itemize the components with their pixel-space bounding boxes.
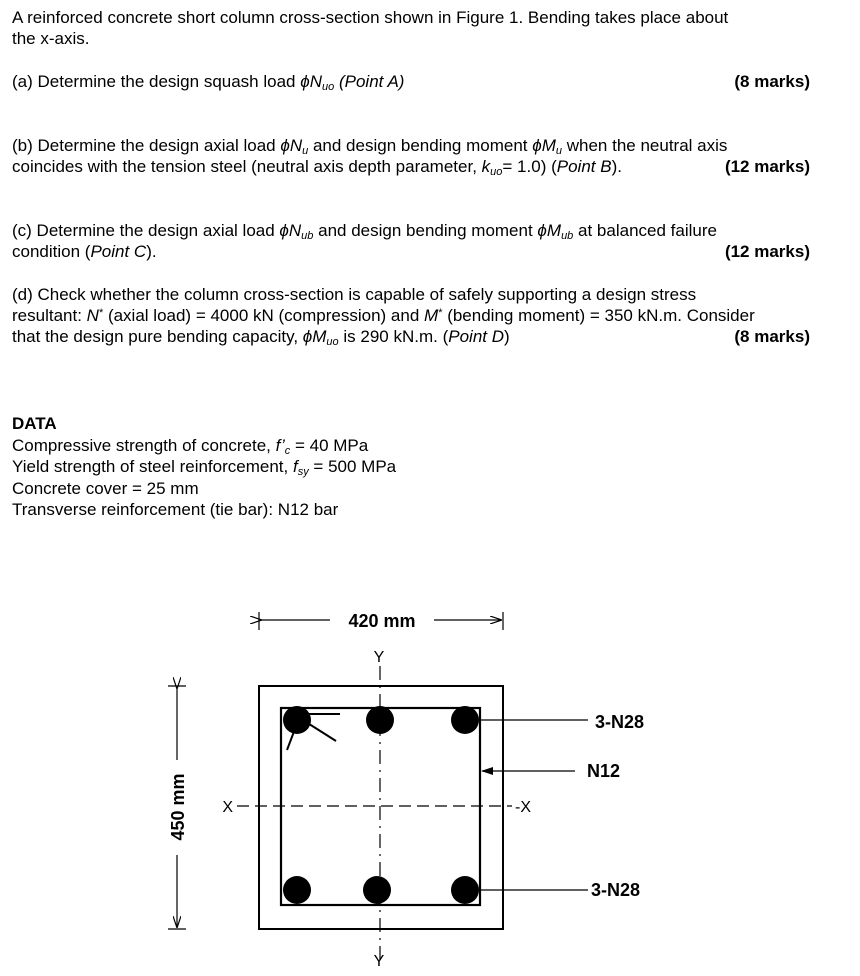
marks-b: (12 marks) <box>724 157 810 176</box>
width-label: 420 mm <box>348 611 416 631</box>
height-dimension <box>168 686 188 929</box>
data-fsy: Yield strength of steel reinforcement, $f_{sy} = 500$ MPa <box>12 457 397 478</box>
data-tie: Transverse reinforcement (tie bar): N12 bar <box>12 500 339 519</box>
tie-label: N12 <box>587 761 621 781</box>
width-dimension <box>259 611 503 631</box>
top-bars-label: 3-N28 <box>595 712 645 732</box>
question-d: (d) Check whether the column cross-section is capable of safely supporting a design stress resultant: N* (axial load) = 4000 kN (compression) and M* (bending moment) = 350 kN.m. Consider that the design pure bending capacity, $\phi M_{uo}$ is 290 kN.m. (Point D) (8 marks) <box>12 285 810 348</box>
marks-a: (8 marks) <box>734 72 810 91</box>
rebar-bottom-right <box>451 876 479 904</box>
marks-d: (8 marks) <box>734 327 810 346</box>
x-axis-label-right: -X <box>515 799 531 816</box>
height-label: 450 mm <box>168 773 188 841</box>
y-axis-label-top: Y <box>373 649 385 666</box>
data-heading: DATA <box>12 414 57 433</box>
rebar-bottom-left <box>283 876 311 904</box>
question-b: (b) Determine the design axial load $\phi N_u$ and design bending moment $\phi M_u$ when the neutral axis coincides with the tension steel (neutral axis depth parameter, $k_{uo}= 1.0$) (Point B). (12 marks) <box>12 136 810 178</box>
data-cover: Concrete cover = 25 mm <box>12 478 199 498</box>
rebar-top-left <box>283 706 311 734</box>
marks-c: (12 marks) <box>724 242 810 261</box>
question-a: (a) Determine the design squash load $\phi N_{uo}$ (Point A) (8 marks) <box>12 72 810 93</box>
rebar-bottom-center <box>363 876 391 904</box>
y-axis-label-bottom: Y <box>373 953 385 970</box>
question-c: (c) Determine the design axial load $\phi N_{ub}$ and design bending moment $\phi M_{ub}$ at balanced failure condition (Point C). (12 marks) <box>12 221 810 261</box>
data-fc: Compressive strength of concrete, $f’_c = 40$ MPa <box>12 435 369 457</box>
rebar-top-center <box>366 706 394 734</box>
x-axis-label-left: X <box>222 799 233 816</box>
bottom-bars-label: 3-N28 <box>591 880 641 900</box>
rebar-top-right <box>451 706 479 734</box>
intro-text: A reinforced concrete short column cross-section shown in Figure 1. Bending takes place about the x-axis. <box>12 8 729 48</box>
